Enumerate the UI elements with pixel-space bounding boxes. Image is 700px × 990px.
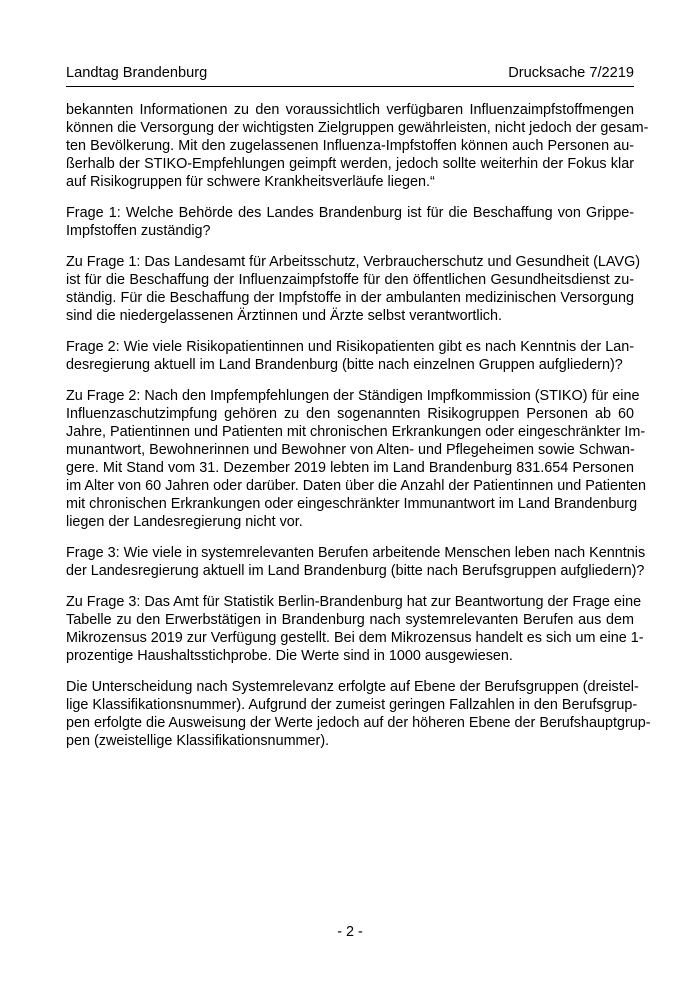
text-line: desregierung aktuell im Land Brandenburg (bitte nach einzelnen Gruppen aufgliedern)?: [66, 357, 623, 373]
text-line: Zu Frage 2: Nach den Impfempfehlungen der Ständigen Impfkommission (STIKO) für eine: [66, 388, 640, 404]
text-line: munantwort, Bewohnerinnen und Bewohner von Alten- und Pflegeheimen sowie Schwan-: [66, 442, 635, 458]
text-line: lige Klassifikationsnummer). Aufgrund der zumeist geringen Fallzahlen in den Berufsgrup-: [66, 697, 638, 713]
text-line: bekannten Informationen zu den voraussichtlich verfügbaren Influenzaimpfstoffmengen: [66, 102, 634, 118]
text-line: pen erfolgte die Ausweisung der Werte jedoch auf der höheren Ebene der Berufshauptgrup-: [66, 715, 651, 731]
text-line: gere. Mit Stand vom 31. Dezember 2019 lebten im Land Brandenburg 831.654 Personen: [66, 460, 634, 476]
header-document-number: Drucksache 7/2219: [508, 65, 634, 81]
paragraph-question-3: [66, 544, 646, 580]
text-line: ten Bevölkerung. Mit den zugelassenen Influenza-Impfstoffen können auch Personen au-: [66, 138, 634, 154]
text-line: ist für die Beschaffung der Influenzaimpfstoffe für den öffentlichen Gesundheitsdienst zu-: [66, 272, 634, 288]
paragraph-question-1: [66, 204, 634, 240]
text-line: ßerhalb der STIKO-Empfehlungen geimpft werden, jedoch sollte weiterhin der Fokus klar: [66, 156, 634, 172]
text-line: Frage 2: Wie viele Risikopatientinnen und Risikopatienten gibt es nach Kenntnis der Lan-: [66, 339, 634, 355]
text-line: Frage 3: Wie viele in systemrelevanten Berufen arbeitende Menschen leben nach Kenntnis: [66, 545, 646, 561]
text-line: liegen der Landesregierung nicht vor.: [66, 514, 303, 530]
paragraph-answer-2: [66, 387, 647, 531]
text-line: der Landesregierung aktuell im Land Brandenburg (bitte nach Berufsgruppen aufgliedern)?: [66, 563, 645, 579]
text-line: Influenzaschutzimpfung gehören zu den sogenannten Risikogruppen Personen ab 60: [66, 406, 634, 422]
document-body: [66, 101, 651, 763]
text-line: im Alter von 60 Jahren oder darüber. Daten über die Anzahl der Patientinnen und Patienten: [66, 478, 647, 494]
text-line: Impfstoffen zuständig?: [66, 223, 211, 239]
text-line: ständig. Für die Beschaffung der Impfstoffe in der ambulanten medizinischen Versorgung: [66, 290, 634, 306]
paragraph-answer-3: [66, 593, 644, 665]
text-line: prozentige Haushaltsstichprobe. Die Werte sind in 1000 ausgewiesen.: [66, 648, 513, 664]
paragraph-intro-quote: [66, 101, 649, 191]
text-line: Jahre, Patientinnen und Patienten mit chronischen Erkrankungen oder eingeschränkter Im-: [66, 424, 646, 440]
text-line: Tabelle zu den Erwerbstätigen in Brandenburg nach systemrelevanten Berufen aus dem: [66, 612, 634, 628]
text-line: Frage 1: Welche Behörde des Landes Brandenburg ist für die Beschaffung von Grippe-: [66, 205, 634, 221]
header-left-title: Landtag Brandenburg: [66, 65, 208, 81]
text-line: sind die niedergelassenen Ärztinnen und Ärzte selbst verantwortlich.: [66, 308, 502, 324]
text-line: mit chronischen Erkrankungen oder eingeschränkter Immunantwort im Land Brandenburg: [66, 496, 638, 512]
page-header: [66, 64, 634, 87]
paragraph-answer-1: [66, 253, 641, 325]
text-line: Zu Frage 1: Das Landesamt für Arbeitsschutz, Verbraucherschutz und Gesundheit (LAVG): [66, 254, 641, 270]
paragraph-question-2: [66, 338, 634, 374]
text-line: auf Risikogruppen für schwere Krankheitsverläufe liegen.“: [66, 174, 435, 190]
text-line: können die Versorgung der wichtigsten Zielgruppen gewährleisten, nicht jedoch der gesam-: [66, 120, 649, 136]
text-line: Mikrozensus 2019 zur Verfügung gestellt. Bei dem Mikrozensus handelt es sich um eine 1-: [66, 630, 644, 646]
text-line: Zu Frage 3: Das Amt für Statistik Berlin-Brandenburg hat zur Beantwortung der Frage eine: [66, 594, 642, 610]
page-number: - 2 -: [337, 924, 363, 940]
paragraph-system-relevance: [66, 678, 651, 750]
text-line: pen (zweistellige Klassifikationsnummer).: [66, 733, 330, 749]
text-line: Die Unterscheidung nach Systemrelevanz erfolgte auf Ebene der Berufsgruppen (dreistel-: [66, 679, 639, 695]
